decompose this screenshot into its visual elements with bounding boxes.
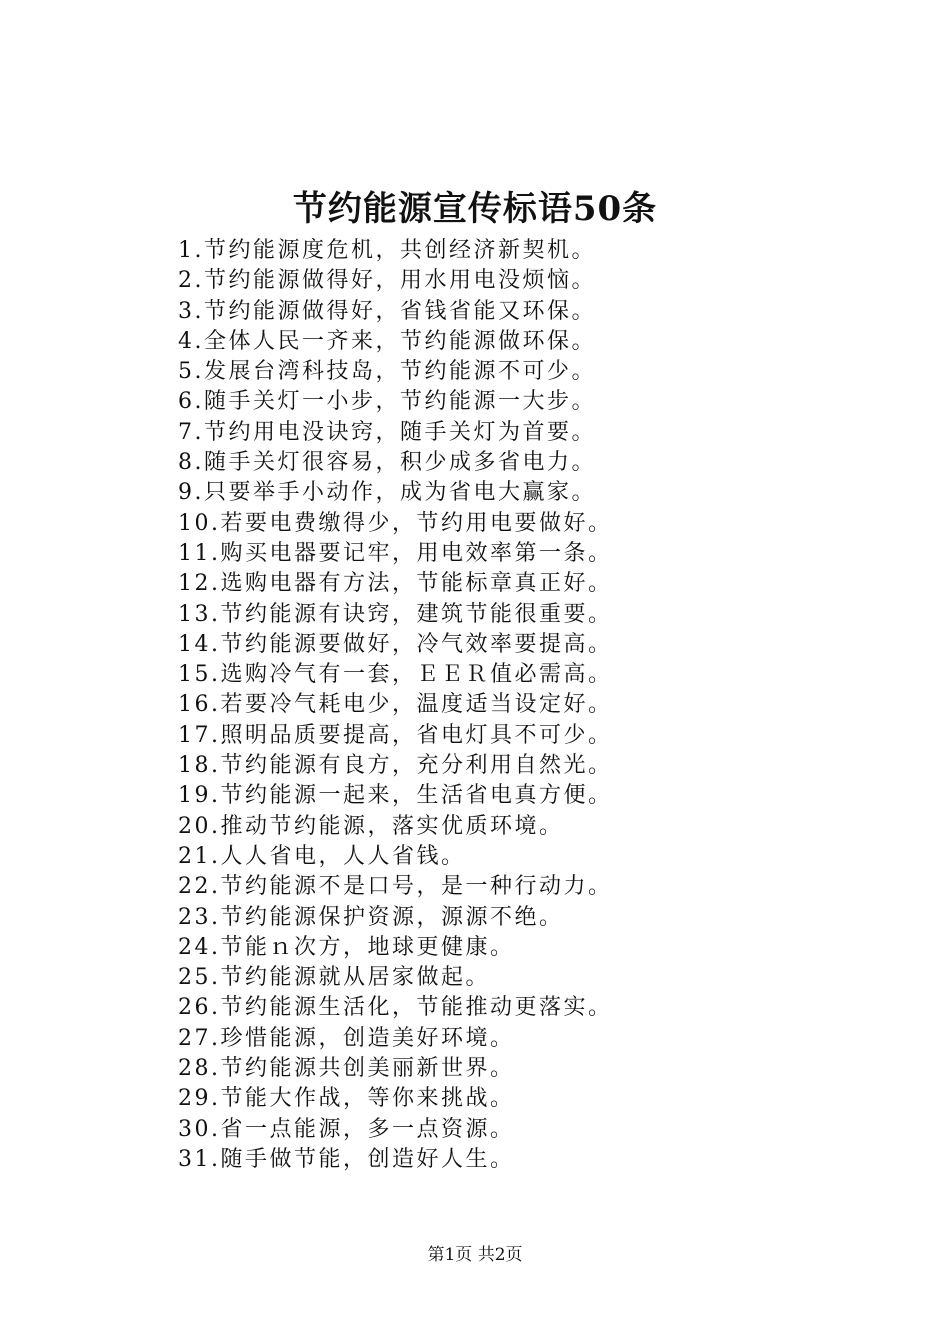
list-item: 27.珍惜能源，创造美好环境。: [178, 1025, 515, 1051]
page-title: 节约能源宣传标语50条: [292, 189, 658, 229]
list-item: 14.节约能源要做好，冷气效率要提高。: [178, 631, 613, 657]
list-item: 5.发展台湾科技岛，节约能源不可少。: [178, 359, 596, 385]
list-item: 17.照明品质要提高，省电灯具不可少。: [178, 722, 613, 748]
list-item: 10.若要电费缴得少，节约用电要做好。: [178, 510, 613, 536]
list-item: 6.随手关灯一小步，节约能源一大步。: [178, 389, 596, 415]
list-item: 29.节能大作战，等你来挑战。: [178, 1086, 515, 1112]
list-item: 12.选购电器有方法，节能标章真正好。: [178, 571, 613, 597]
list-item: 19.节约能源一起来，生活省电真方便。: [178, 783, 613, 809]
list-item: 15.选购冷气有一套，ＥＥＲ值必需高。: [178, 662, 613, 688]
list-item: 21.人人省电，人人省钱。: [178, 843, 466, 869]
list-item: 20.推动节约能源，落实优质环境。: [178, 813, 564, 839]
list-item: 23.节约能源保护资源，源源不绝。: [178, 904, 564, 930]
list-item: 3.节约能源做得好，省钱省能又环保。: [178, 298, 596, 324]
list-item: 2.节约能源做得好，用水用电没烦恼。: [178, 268, 596, 294]
list-item: 18.节约能源有良方，充分利用自然光。: [178, 753, 613, 779]
page-number: 第1页 共2页: [427, 1245, 523, 1265]
list-item: 25.节约能源就从居家做起。: [178, 965, 490, 991]
list-item: 11.购买电器要记牢，用电效率第一条。: [178, 540, 613, 566]
list-item: 9.只要举手小动作，成为省电大赢家。: [178, 480, 596, 506]
list-item: 22.节约能源不是口号，是一种行动力。: [178, 874, 613, 900]
list-item: 16.若要冷气耗电少，温度适当设定好。: [178, 692, 613, 718]
list-item: 1.节约能源度危机，共创经济新契机。: [178, 238, 596, 263]
slogan-list: [178, 236, 613, 1175]
list-item: 31.随手做节能，创造好人生。: [178, 1146, 515, 1172]
list-item: 26.节约能源生活化，节能推动更落实。: [178, 995, 613, 1021]
list-item: 7.节约用电没诀窍，随手关灯为首要。: [178, 419, 596, 445]
list-item: 30.省一点能源，多一点资源。: [178, 1116, 515, 1142]
list-item: 8.随手关灯很容易，积少成多省电力。: [178, 450, 596, 476]
list-item: 13.节约能源有诀窍，建筑节能很重要。: [178, 601, 613, 627]
list-item: 24.节能ｎ次方，地球更健康。: [178, 934, 515, 960]
list-item: 28.节约能源共创美丽新世界。: [178, 1056, 515, 1082]
list-item: 4.全体人民一齐来，节约能源做环保。: [178, 328, 596, 354]
